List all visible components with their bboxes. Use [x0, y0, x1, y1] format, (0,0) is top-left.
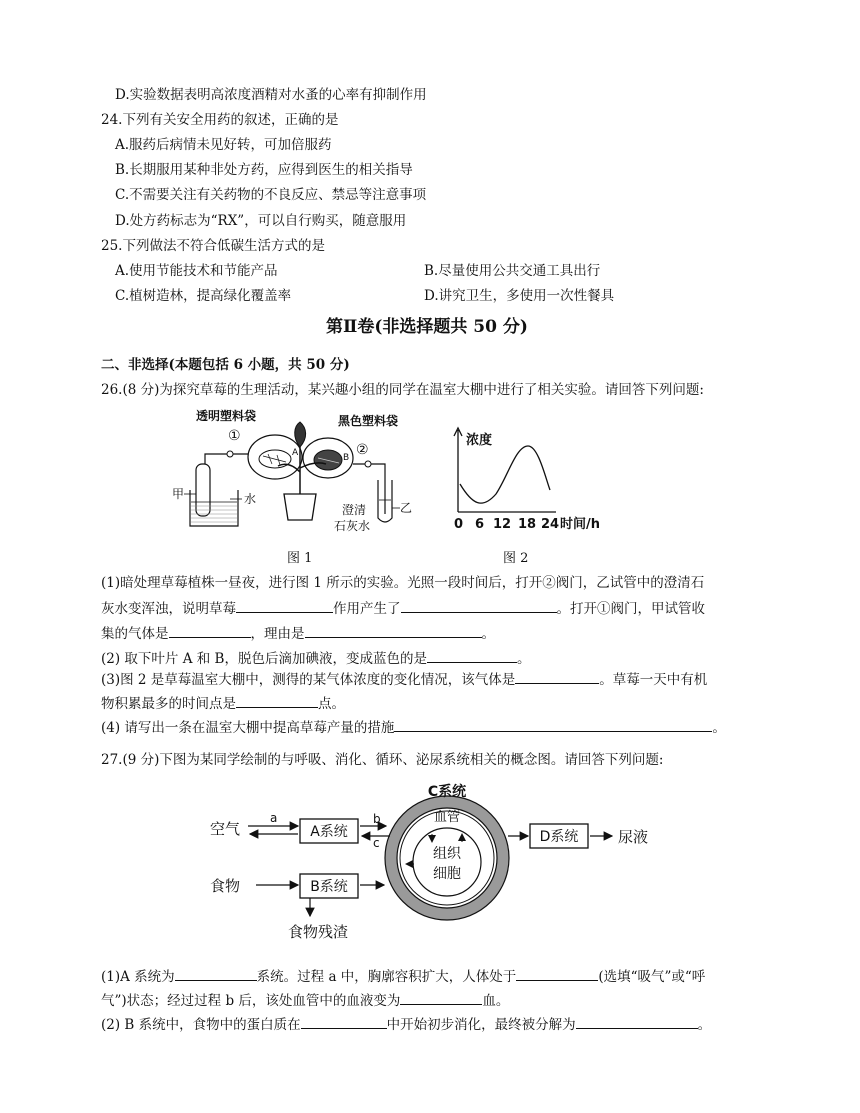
fig2-tick-6: 6 — [475, 517, 485, 532]
q26-stem: 26.(8 分)为探究草莓的生理活动，某兴趣小组的同学在温室大棚中进行了相关实验。请回答下列问题: — [101, 382, 704, 398]
fig1-limewater-label-1: 澄清 — [342, 503, 367, 517]
fig1-clear-bag-label: 透明塑料袋 — [196, 409, 257, 423]
fig2-tick-0: 0 — [454, 517, 464, 532]
c-system-label: C系统 — [427, 784, 467, 800]
tissue-label-1: 组织 — [433, 846, 461, 862]
d-system-label: D系统 — [539, 829, 579, 845]
q26-blank-4[interactable] — [305, 623, 482, 638]
q26-figure-1 — [160, 402, 430, 542]
fig1-black-bag-label: 黑色塑料袋 — [338, 414, 399, 428]
fig2-ylabel: 浓度 — [466, 433, 493, 448]
q25-option-a: A.使用节能技术和节能产品 — [115, 263, 278, 279]
q25-option-b: B.尽量使用公共交通工具出行 — [424, 263, 601, 279]
q27-blank-1[interactable] — [175, 966, 257, 981]
fig1-valve2-label: ② — [356, 442, 369, 458]
q27-stem: 27.(9 分)下图为某同学绘制的与呼吸、消化、循环、泌尿系统相关的概念图。请回答下列问题: — [101, 752, 664, 768]
leaf-b — [314, 450, 342, 470]
vessel-label: 血管 — [433, 810, 461, 825]
fig2-tick-24: 24 — [541, 517, 560, 532]
arrow-b-label: b — [373, 812, 381, 826]
a-system-label: A系统 — [310, 824, 348, 840]
fig2-tick-12: 12 — [493, 517, 512, 532]
food-label: 食物 — [210, 877, 241, 895]
q26-blank-1[interactable] — [236, 598, 333, 613]
fig2-curve — [460, 446, 550, 503]
fig1-jia-label: 甲 — [172, 487, 185, 501]
q24-option-b: B.长期服用某种非处方药，应得到医生的相关指导 — [115, 162, 413, 178]
fig1-yi-label: 乙 — [400, 501, 413, 515]
q27-p1-line1: (1)A 系统为 系统。过程 a 中，胸廓容积扩大，人体处于 (选填“吸气”或“呼 — [101, 966, 705, 987]
fig1-valve1-label: ① — [228, 428, 241, 444]
q27-blank-2[interactable] — [516, 966, 598, 981]
q25-stem: 25.下列做法不符合低碳生活方式的是 — [101, 238, 325, 254]
urine-label: 尿液 — [618, 828, 649, 846]
fig1-water-label: 水 — [244, 492, 257, 506]
air-label: 空气 — [210, 820, 241, 838]
q27-p1-line2: 气”)状态；经过过程 b 后，该处血管中的血液变为 血。 — [101, 990, 509, 1011]
q25-option-c: C.植树造林，提高绿化覆盖率 — [115, 288, 292, 304]
q27-blank-3[interactable] — [400, 990, 482, 1005]
q26-blank-6[interactable] — [515, 669, 599, 684]
section-heading: 二、非选择(本题包括 6 小题，共 50 分) — [101, 357, 350, 373]
q26-p3-line2: 物积累最多的时间点是 点。 — [101, 693, 345, 714]
tissue-label-2: 细胞 — [433, 866, 461, 882]
flower-pot — [284, 494, 316, 520]
q23-option-d: D.实验数据表明高浓度酒精对水蚤的心率有抑制作用 — [115, 87, 427, 103]
q26-blank-2[interactable] — [401, 598, 557, 613]
fig1-b-label: B — [343, 453, 350, 463]
q24-option-c: C.不需要关注有关药物的不良反应、禁忌等注意事项 — [115, 187, 427, 203]
fig2-tick-18: 18 — [518, 517, 537, 532]
q26-blank-3[interactable] — [169, 623, 251, 638]
section-title: 第Ⅱ卷(非选择题共 50 分) — [326, 317, 528, 337]
arrow-c-label: c — [373, 836, 380, 850]
q24-option-a: A.服药后病情未见好转，可加倍服药 — [115, 137, 332, 153]
q27-blank-5[interactable] — [576, 1014, 698, 1029]
fig1-caption: 图 1 — [287, 551, 313, 566]
fig1-limewater-label-2: 石灰水 — [334, 519, 371, 533]
tissue-cell-circle — [413, 828, 481, 896]
q26-p2: (2) 取下叶片 A 和 B，脱色后滴加碘液，变成蓝色的是 。 — [101, 648, 530, 669]
q26-p1-line1: (1)暗处理草莓植株一昼夜，进行图 1 所示的实验。光照一段时间后，打开②阀门，乙试管中的澄清石 — [101, 575, 705, 591]
fig2-xlabel: 时间/h — [560, 517, 601, 532]
fig2-y-axis — [454, 428, 462, 512]
fig2-caption: 图 2 — [503, 551, 529, 566]
q26-blank-7[interactable] — [236, 693, 318, 708]
q24-option-d: D.处方药标志为“RX”，可以自行购买，随意服用 — [115, 213, 407, 229]
q26-p1-line2: 灰水变浑浊，说明草莓 作用产生了 。打开①阀门，甲试管收 — [101, 598, 705, 619]
q26-p3-line1: (3)图 2 是草莓温室大棚中，测得的某气体浓度的变化情况，该气体是 。草莓一天中有机 — [101, 669, 707, 690]
residue-label: 食物残渣 — [288, 923, 349, 941]
q27-p2: (2) B 系统中，食物中的蛋白质在 中开始初步消化，最终被分解为 。 — [101, 1014, 711, 1035]
q26-p1-line3: 集的气体是 ，理由是 。 — [101, 623, 495, 644]
tube-jia — [196, 464, 210, 516]
valve-2 — [365, 461, 371, 467]
valve-1 — [227, 451, 233, 457]
q27-blank-4[interactable] — [301, 1014, 387, 1029]
q26-figure-2 — [448, 424, 618, 536]
q24-stem: 24.下列有关安全用药的叙述，正确的是 — [101, 112, 339, 128]
q26-blank-5[interactable] — [427, 648, 517, 663]
arrow-a-label: a — [270, 811, 278, 825]
q26-blank-8[interactable] — [394, 717, 712, 732]
fig1-a-label: A — [292, 448, 299, 458]
q26-p4: (4) 请写出一条在温室大棚中提高草莓产量的措施 。 — [101, 717, 726, 738]
b-system-label: B系统 — [310, 879, 348, 895]
q27-concept-diagram — [210, 774, 670, 950]
q25-option-d: D.讲究卫生，多使用一次性餐具 — [424, 288, 615, 304]
